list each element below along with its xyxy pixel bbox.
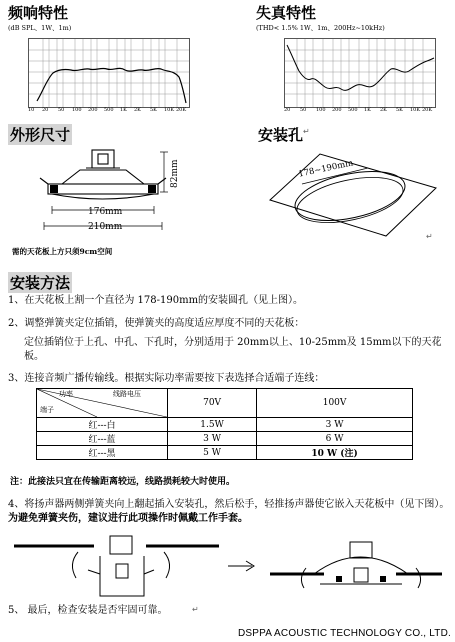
hole-title: 安装孔 [258,126,304,144]
distortion-tick: 20 [284,107,291,113]
speaker-insertion-drawing [14,534,444,604]
value-100v-cell: 3 W [257,418,413,432]
freq-tick: 2K [134,107,141,113]
install-step-2: 2、调整弹簧夹定位插销，使弹簧夹的高度适应厚度不同的天花板： [8,318,305,329]
distortion-tick: 5K [396,107,403,113]
table-header-row [37,389,413,418]
freq-response-plot [29,39,189,107]
freq-tick: 10K [164,107,175,113]
return-mark: ↵ [426,232,433,241]
distortion-tick: 2K [380,107,387,113]
table-row [37,418,413,432]
outline-dim-height: 82mm [170,159,180,188]
return-mark: ↵ [192,605,199,614]
outline-dim-outer-width: 210mm [88,222,123,232]
terminal-cell: 红---蓝 [37,432,168,446]
distortion-tick: 100 [316,107,326,113]
table-row [37,432,413,446]
col-header-100v: 100V [257,389,413,418]
freq-response-x-axis [28,107,188,115]
value-70v-cell: 3 W [168,432,257,446]
freq-tick: 100 [72,107,82,113]
header-voltage: 线路电压 [113,390,141,398]
corner-diagonal-lines [37,389,167,417]
freq-tick: 1K [120,107,127,113]
hole-dim-label: 178~190mm [297,158,355,180]
value-70v-cell: 1.5W [168,418,257,432]
distortion-conditions: (THD< 1.5% 1W、1m、200Hz~10kHz) [256,24,385,32]
outline-title: 外形尺寸 [10,126,71,144]
freq-tick: 20 [42,107,49,113]
return-mark: ↵ [303,127,310,136]
install-step-4-text: 4、将扬声器两侧弹簧夹向上翻起插入安装孔，然后松手，轻推扬声器使它嵌入天花板中（见下图）。 [8,499,450,510]
freq-tick: 20K [176,107,187,113]
install-step-4-warning: 为避免弹簧夹伤，建议进行此项操作时佩戴工作手套。 [8,513,248,524]
freq-tick: 10 [28,107,35,113]
install-note: 注：此接法只宜在传输距离较远，线路损耗较大时使用。 [10,477,236,487]
connection-table [36,388,413,460]
distortion-tick: 1K [364,107,371,113]
freq-response-graph [28,38,190,108]
distortion-title: 失真特性 [256,4,317,22]
install-step-4 [8,498,450,526]
freq-tick: 5K [150,107,157,113]
hole-drawing [268,148,438,238]
distortion-tick: 50 [300,107,307,113]
distortion-tick: 200 [332,107,342,113]
terminal-cell: 红---白 [37,418,168,432]
distortion-tick: 20K [422,107,433,113]
install-step-5: 5、 最后，检查安装是否牢固可靠。 [8,605,168,616]
freq-tick: 500 [104,107,114,113]
terminal-cell: 红---黑 [37,446,168,460]
freq-response-title: 频响特性 [8,4,69,22]
header-power: 功率 [59,390,73,398]
header-terminal: 端子 [40,406,54,414]
value-100v-cell: 10 W (注) [257,446,413,460]
outline-dim-inner-width: 176mm [88,207,123,217]
distortion-graph [284,38,436,108]
value-70v-cell: 5 W [168,446,257,460]
table-corner-cell [37,389,168,418]
distortion-tick: 500 [348,107,358,113]
freq-tick: 200 [88,107,98,113]
install-step-1: 1、在天花板上割一个直径为 178-190mm的安装圆孔（见上图）。 [8,295,304,306]
distortion-plot [285,39,435,107]
install-title: 安装方法 [10,274,71,292]
distortion-x-axis [284,107,434,115]
col-header-70v: 70V [168,389,257,418]
install-illustration [14,534,444,604]
outline-ceiling-caption: 需的天花板上方只须9cm空间 [12,247,113,256]
install-step-2-detail: 定位插销位于上孔、中孔、下孔时，分别适用于 20mm以上、10-25mm及 15mm以下的天花板。 [24,337,442,362]
install-step-3: 3、连接音频广播传输线。根据实际功率需要按下表选择合适端子连线： [8,373,325,384]
ceiling-hole-drawing [268,148,438,238]
freq-tick: 50 [58,107,65,113]
company-footer: DSPPA ACOUSTIC TECHNOLOGY CO., LTD. [238,628,451,639]
distortion-tick: 10K [410,107,421,113]
value-100v-cell: 6 W [257,432,413,446]
table-row [37,446,413,460]
freq-response-conditions: (dB SPL、1W、1m) [8,24,72,32]
